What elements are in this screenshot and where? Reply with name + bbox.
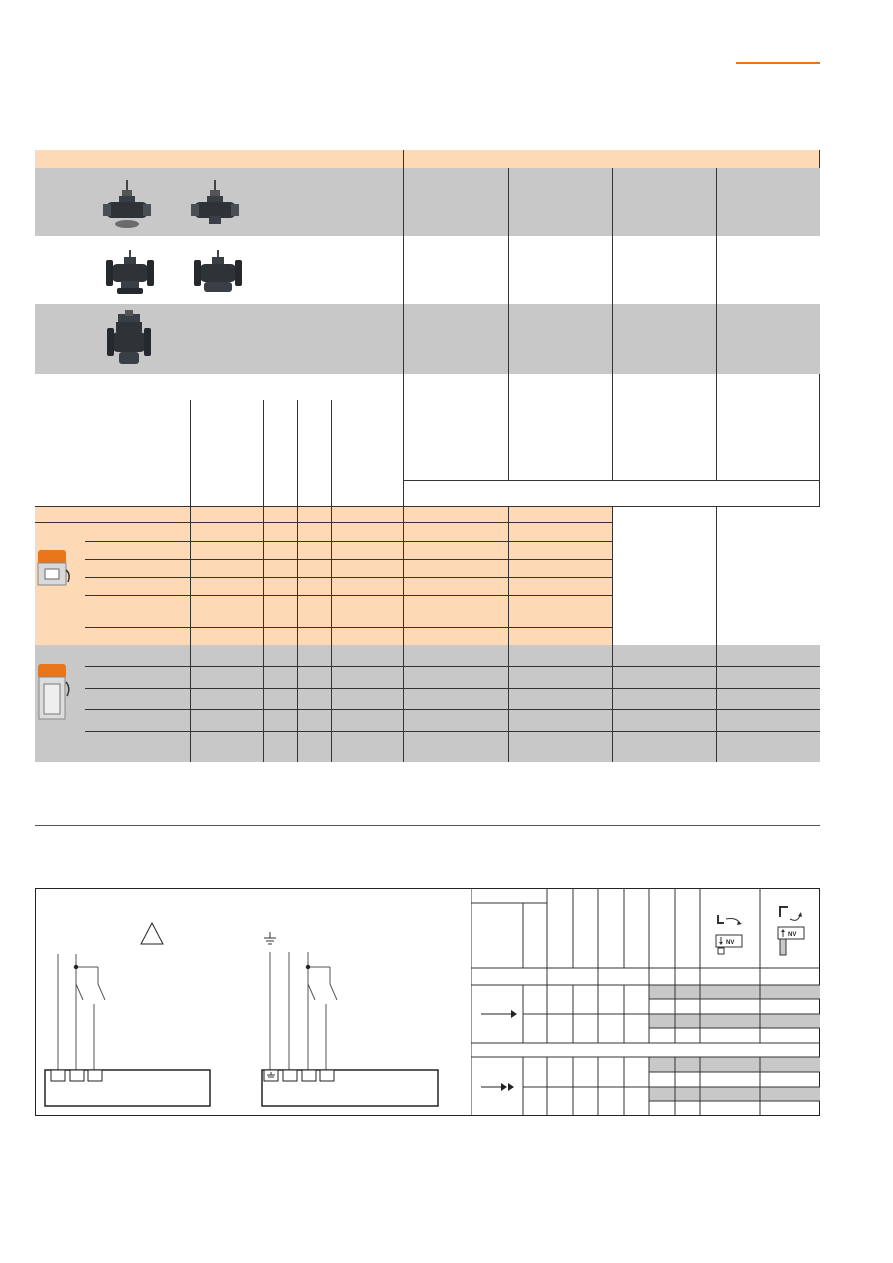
header-accent-rule	[736, 62, 820, 64]
double-arrow-icon	[481, 1083, 514, 1091]
flanged-2-way-valve-icon	[192, 248, 244, 298]
single-arrow-icon	[481, 1010, 517, 1018]
orange-tall-actuator-icon	[36, 662, 72, 724]
threaded-2-way-valve-icon	[102, 178, 152, 230]
ground-symbol-icon	[264, 932, 276, 944]
flanged-3-way-valve-icon	[104, 248, 156, 298]
svg-text:NV: NV	[726, 940, 735, 946]
valve-row-threaded	[35, 168, 820, 236]
section-divider	[35, 825, 820, 826]
flanged-valve-large-icon	[106, 310, 152, 368]
orange-linear-actuator-icon	[36, 548, 72, 590]
svg-text:NV: NV	[788, 932, 797, 938]
stem-up-nv-icon	[778, 907, 804, 955]
function-table	[471, 888, 820, 1116]
threaded-3-way-valve-icon	[190, 178, 240, 230]
table-header-band	[35, 150, 820, 168]
stem-down-nv-icon	[716, 915, 742, 954]
actuator-group-1-band	[35, 506, 612, 645]
wiring-diagram	[35, 888, 471, 1116]
actuator-group-2-band	[35, 645, 820, 762]
valve-row-flanged-large	[35, 304, 820, 374]
warning-triangle-icon	[141, 923, 163, 944]
